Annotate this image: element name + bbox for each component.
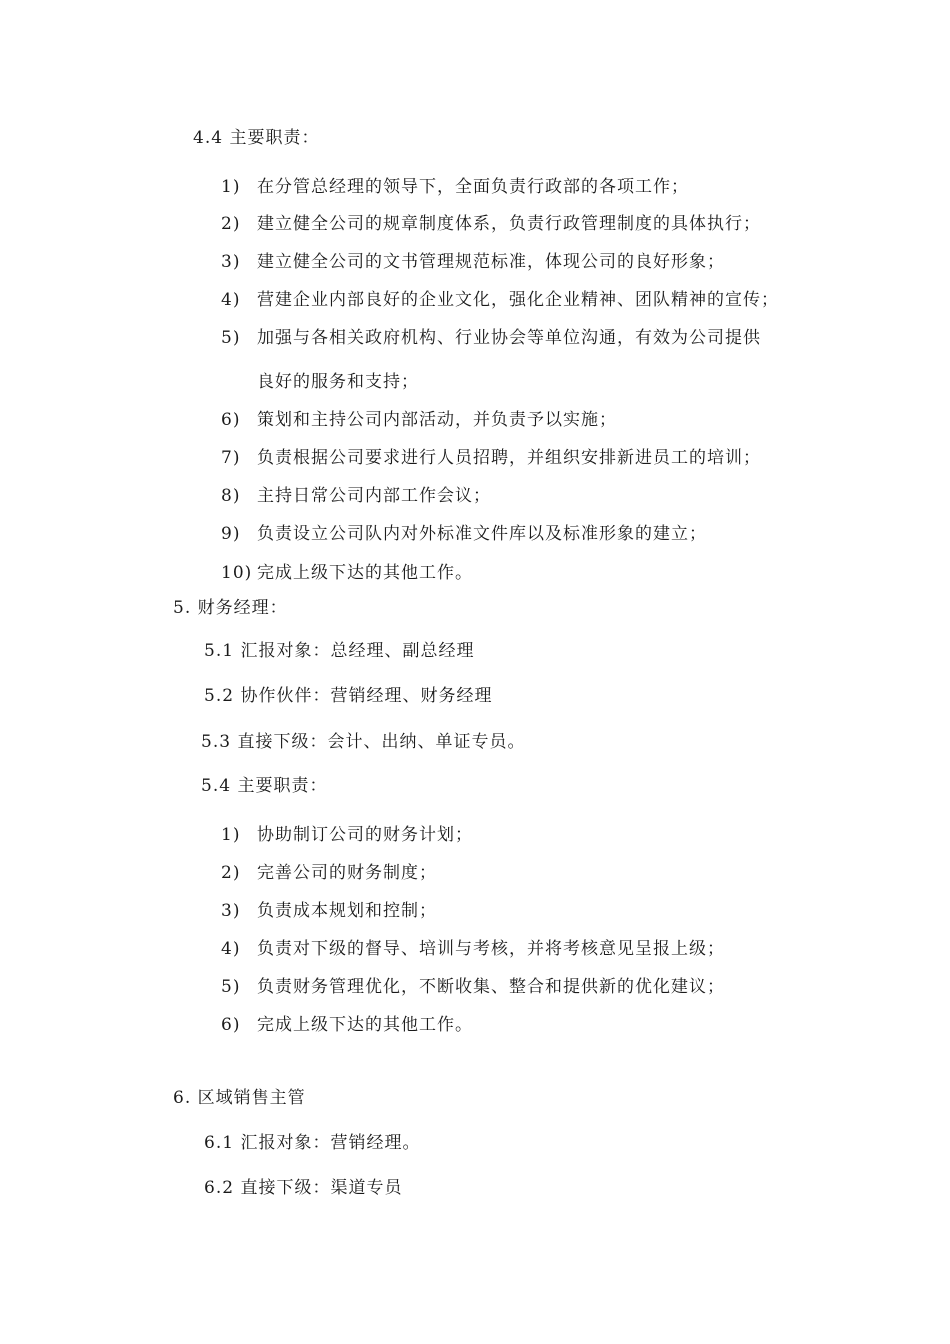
item-number: 4)	[221, 939, 241, 959]
item-number: 1)	[221, 177, 241, 197]
section-5-1: 5.1 汇报对象：总经理、副总经理	[204, 641, 475, 661]
item-text: 负责对下级的督导、培训与考核，并将考核意见呈报上级；	[257, 939, 725, 959]
list-item	[221, 823, 473, 847]
item-text: 负责设立公司队内对外标准文件库以及标准形象的建立；	[257, 524, 707, 544]
section-5-2: 5.2 协作伙伴：营销经理、财务经理	[204, 686, 493, 706]
list-item	[221, 899, 437, 923]
item-number: 6)	[221, 1015, 241, 1035]
item-text: 建立健全公司的文书管理规范标准，体现公司的良好形象；	[257, 252, 725, 272]
list-item	[221, 861, 437, 885]
item-number: 4)	[221, 290, 241, 310]
item-number: 3)	[221, 901, 241, 921]
list-item-continuation: 良好的服务和支持；	[257, 372, 419, 392]
section-6-1: 6.1 汇报对象：营销经理。	[204, 1133, 421, 1153]
list-item	[221, 175, 689, 199]
list-item	[221, 212, 761, 236]
item-text: 策划和主持公司内部活动，并负责予以实施；	[257, 410, 617, 430]
list-item	[221, 522, 707, 546]
list-item	[221, 484, 491, 508]
list-item	[221, 250, 725, 274]
item-text: 协助制订公司的财务计划；	[257, 825, 473, 845]
item-text: 完善公司的财务制度；	[257, 863, 437, 883]
item-number: 5)	[221, 977, 241, 997]
item-text: 在分管总经理的领导下，全面负责行政部的各项工作；	[257, 177, 689, 197]
item-text: 完成上级下达的其他工作。	[257, 563, 473, 583]
item-text: 建立健全公司的规章制度体系，负责行政管理制度的具体执行；	[257, 214, 761, 234]
item-number: 8)	[221, 486, 241, 506]
item-number: 1)	[221, 825, 241, 845]
item-number: 7)	[221, 448, 241, 468]
list-item	[221, 975, 725, 999]
section-5-3: 5.3 直接下级：会计、出纳、单证专员。	[201, 732, 526, 752]
list-item	[221, 1013, 473, 1037]
item-text: 完成上级下达的其他工作。	[257, 1015, 473, 1035]
item-text: 负责财务管理优化，不断收集、整合和提供新的优化建议；	[257, 977, 725, 997]
list-item	[221, 408, 617, 432]
list-item	[221, 561, 473, 585]
section-6-2: 6.2 直接下级：渠道专员	[204, 1178, 403, 1198]
section-6-title: 6. 区域销售主管	[173, 1088, 306, 1108]
item-number: 5)	[221, 328, 241, 348]
item-text: 负责根据公司要求进行人员招聘，并组织安排新进员工的培训；	[257, 448, 761, 468]
item-number: 2)	[221, 214, 241, 234]
list-item	[221, 937, 725, 961]
item-number: 10)	[221, 563, 253, 583]
section-4-4-title: 4.4 主要职责：	[193, 128, 320, 148]
item-number: 9)	[221, 524, 241, 544]
section-5-4: 5.4 主要职责：	[201, 776, 328, 796]
section-5-title: 5. 财务经理：	[173, 598, 288, 618]
item-number: 6)	[221, 410, 241, 430]
list-item	[221, 446, 761, 470]
item-text: 负责成本规划和控制；	[257, 901, 437, 921]
item-text: 主持日常公司内部工作会议；	[257, 486, 491, 506]
list-item	[221, 326, 761, 350]
item-number: 2)	[221, 863, 241, 883]
list-item	[221, 288, 779, 312]
item-text: 营建企业内部良好的企业文化，强化企业精神、团队精神的宣传；	[257, 290, 779, 310]
item-number: 3)	[221, 252, 241, 272]
item-text: 加强与各相关政府机构、行业协会等单位沟通，有效为公司提供	[257, 328, 761, 348]
